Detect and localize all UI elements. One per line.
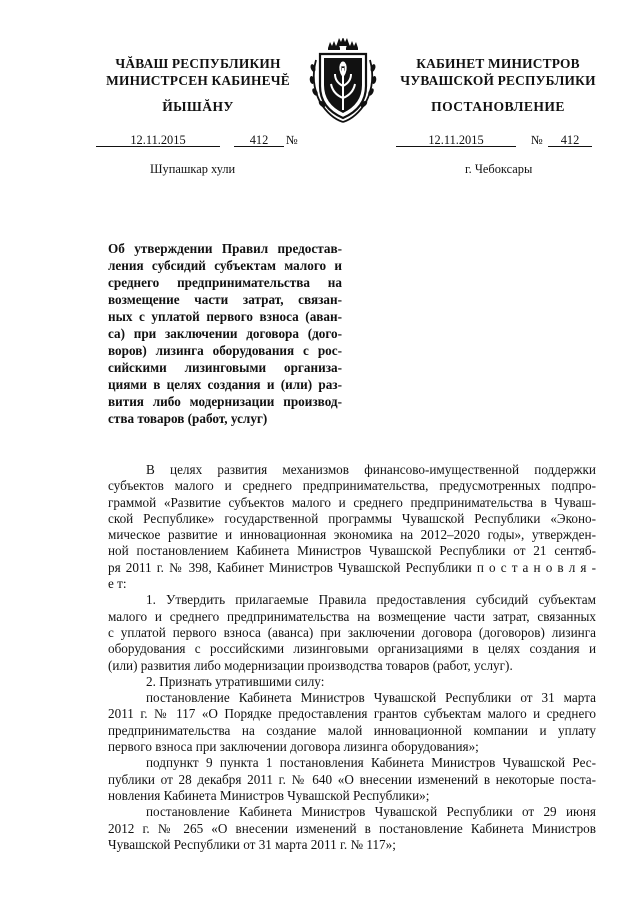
chuvash-coat-of-arms-icon — [306, 38, 380, 124]
title-line: циями в целях создания и (или) раз- — [108, 377, 342, 392]
header-left-line2: МИНИСТРСЕН КАБИНЕЧĔ — [106, 73, 290, 88]
registration-left-sign: № — [286, 133, 298, 147]
body-line: постановление Кабинета Министров Чувашской Республики от 31 марта — [146, 690, 596, 706]
body-line: с уплатой первого взноса (аванса) при заключении договора (договоров) лизинга — [108, 624, 596, 640]
body-line: (или) развития либо модернизации производства товаров (работ, услуг). — [108, 657, 513, 673]
body-line: первого взноса при заключении договора лизинга оборудования»; — [108, 739, 479, 755]
body-line: публики от 28 декабря 2011 г. № 640 «О внесении изменений в некоторые поста- — [108, 771, 596, 787]
registration-left-number: 412 — [234, 133, 284, 147]
body-line: 2. Признать утратившими силу: — [146, 673, 325, 689]
header-right-line1: КАБИНЕТ МИНИСТРОВ — [416, 56, 580, 71]
body-line: ной постановлением Кабинета Министров Чувашской Республики от 21 сентяб- — [108, 543, 596, 559]
body-line: новления Кабинета Министров Чувашской Республики»; — [108, 787, 430, 803]
registration-left — [96, 133, 316, 147]
document-title — [108, 240, 342, 427]
body-line: постановление Кабинета Министров Чувашской Республики от 29 июня — [146, 804, 596, 820]
body-line: предпринимательства на создание малой инновационной компании и уплату — [108, 722, 596, 738]
body-line: малого и среднего предпринимательства на возмещение части затрат, связанных — [108, 608, 596, 624]
body-line: 1. Утвердить прилагаемые Правила предоставления субсидий субъектам — [146, 592, 596, 608]
header-right-line2: ЧУВАШСКОЙ РЕСПУБЛИКИ — [400, 73, 596, 88]
title-line: сийскими лизинговыми организа- — [108, 360, 342, 375]
body-line: 2011 г. № 117 «О Порядке предоставления грантов субъектам малого и среднего — [108, 706, 596, 722]
title-line: ства товаров (работ, услуг) — [108, 411, 268, 426]
place-left: Шупашкар хули — [150, 162, 236, 176]
body-line: оборудования с российскими лизинговыми организациями в целях создания и — [108, 641, 596, 657]
header-left — [98, 55, 298, 89]
body-line: ря 2011 г. № 398, Кабинет Министров Чувашской Республики п о с т а н о в л я - — [108, 559, 596, 575]
doctype-right: ПОСТАНОВЛЕНИЕ — [431, 99, 565, 114]
title-line: Об утверждении Правил предостав- — [108, 241, 342, 256]
body-line: 2012 г. № 265 «О внесении изменений в постановление Кабинета Министров — [108, 820, 596, 836]
body-line: субъектов малого и среднего предпринимательства, предусмотренных подпро- — [108, 478, 596, 494]
registration-right-sign: № — [531, 133, 543, 147]
place-right: г. Чебоксары — [465, 162, 533, 176]
registration-right-date: 12.11.2015 — [396, 133, 516, 147]
registration-right-number: 412 — [548, 133, 592, 147]
doctype-left: ЙЫШĂНУ — [162, 99, 234, 114]
header-right — [388, 55, 608, 89]
title-line: ных с уплатой первого взноса (аван- — [108, 309, 342, 324]
title-line: ления субсидий субъектам малого и — [108, 258, 342, 273]
registration-left-date: 12.11.2015 — [96, 133, 220, 147]
body-line: ской Республике» государственной программы Чувашской Республики «Эконо- — [108, 510, 596, 526]
title-line: возмещение части затрат, связан- — [108, 292, 342, 307]
body-line: подпункт 9 пункта 1 постановления Кабинета Министров Чувашской Рес- — [146, 755, 596, 771]
registration-right — [396, 133, 606, 147]
title-line: воров) лизинга оборудования с рос- — [108, 343, 342, 358]
body-line: мическое развитие и инновационная экономика на 2012–2020 годы», утвержден- — [108, 527, 596, 543]
body-line: Чувашской Республики от 31 марта 2011 г. № 117»; — [108, 836, 396, 852]
title-line: среднего предпринимательства на — [108, 275, 342, 290]
body-line: е т: — [108, 576, 127, 592]
header-left-line1: ЧĂВАШ РЕСПУБЛИКИН — [115, 56, 281, 71]
title-line: са) при заключении договора (дого- — [108, 326, 342, 341]
body-line: граммой «Развитие субъектов малого и среднего предпринимательства в Чуваш- — [108, 494, 596, 510]
body-line: В целях развития механизмов финансово-имущественной поддержки — [146, 462, 596, 477]
document-body — [108, 462, 596, 853]
title-line: вития либо модернизации производ- — [108, 394, 342, 409]
